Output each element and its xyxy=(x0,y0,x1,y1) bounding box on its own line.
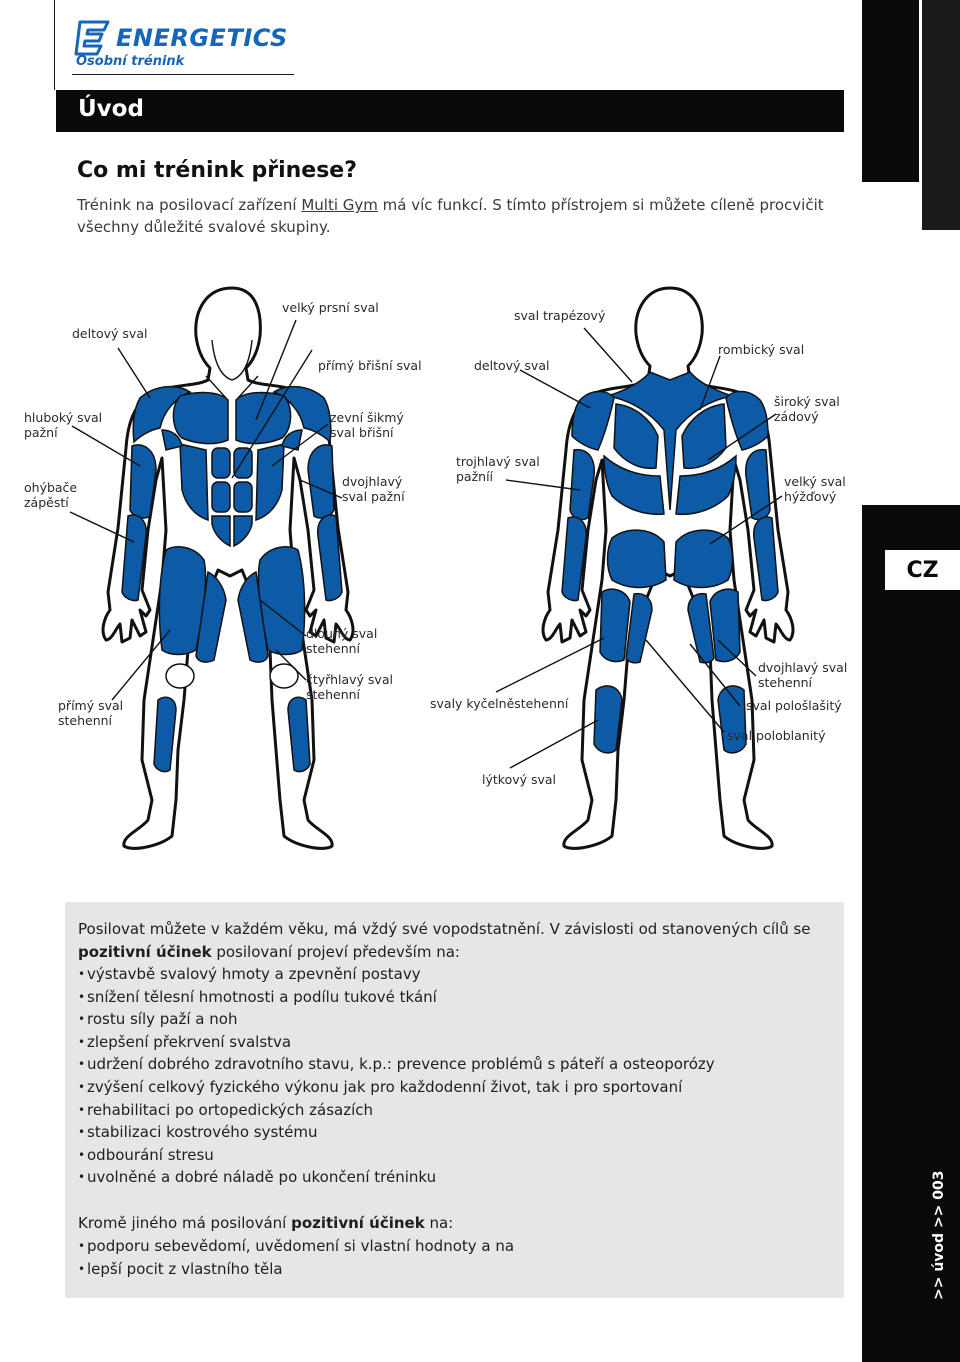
anatomy-illustration xyxy=(0,280,862,880)
benefits-intro-tail: posilovaní projeví především na: xyxy=(211,942,460,961)
right-top-bar xyxy=(862,0,919,182)
label-trojhlavy-line1: trojhlavý sval xyxy=(456,454,540,469)
label-dvojhlavy-steh-line1: dvojhlavý sval xyxy=(758,660,848,675)
list-item: • uvolněné a dobré náladě po ukončení tréninku xyxy=(78,1166,838,1189)
label-hluboky-line1: hluboký sval xyxy=(24,410,103,425)
intro-link-multigym: Multi Gym xyxy=(301,196,378,214)
label-hyzdovy-line1: velký sval xyxy=(784,474,846,489)
label-dlouhy xyxy=(306,626,377,656)
list-item: • stabilizaci kostrového systému xyxy=(78,1121,838,1144)
label-trojhlavy-line2: pažníí xyxy=(456,469,494,484)
label-lytkovy: lýtkový sval xyxy=(482,772,557,787)
label-velky-prsni: velký prsní sval xyxy=(282,300,379,315)
label-poloblanity: sval poloblanitý xyxy=(727,728,826,743)
label-siroky xyxy=(774,394,840,424)
label-pololasity: sval pološlašitý xyxy=(746,698,842,713)
benefits-extra-list xyxy=(78,1235,838,1280)
brand-divider xyxy=(72,74,294,75)
label-zevni-line2: sval břišní xyxy=(330,425,394,440)
label-dvojhlavy-steh xyxy=(758,660,847,690)
label-ctyrhlavy xyxy=(306,672,393,702)
front-body xyxy=(103,288,353,848)
list-item: • výstavbě svalový hmoty a zpevnění postavy xyxy=(78,963,838,986)
page-heading: Co mi trénink přinese? xyxy=(77,158,357,183)
benefits-extra-text: Kromě jiného má posilování xyxy=(78,1214,292,1232)
label-primy-steh xyxy=(58,698,123,728)
page-footer-label: >> úvod >> 003 xyxy=(931,1170,947,1300)
benefits-intro-bold: pozitivní účinek xyxy=(78,942,212,961)
label-hyzdovy-line2: hýžďový xyxy=(784,489,837,504)
label-hluboky-line2: pažní xyxy=(24,425,58,440)
benefits-intro xyxy=(78,918,838,963)
list-item: • udržení dobrého zdravotního stavu, k.p.: prevence problémů s páteří a osteoporózy xyxy=(78,1053,838,1076)
intro-text-before: Trénink na posilovací zařízení xyxy=(77,196,302,214)
section-header xyxy=(56,90,844,132)
label-kycelne: svaly kyčelněstehenní xyxy=(430,696,569,711)
list-item: • odbourání stresu xyxy=(78,1144,838,1167)
list-item: • snížení tělesní hmotnosti a podílu tukové tkání xyxy=(78,986,838,1009)
brand-block xyxy=(72,18,294,78)
label-rombicky: rombický sval xyxy=(718,342,805,357)
label-dvojhlavy-steh-line2: stehenní xyxy=(758,675,813,690)
benefits-panel xyxy=(65,902,844,1298)
benefits-extra-bold: pozitivní účinek xyxy=(291,1214,425,1232)
list-item: • lepší pocit z vlastního těla xyxy=(78,1258,838,1281)
benefits-extra-tail: na: xyxy=(424,1214,454,1232)
list-item: • rehabilitaci po ortopedických zásazích xyxy=(78,1099,838,1122)
label-deltovy-front: deltový sval xyxy=(72,326,148,341)
list-item: • rostu síly paží a noh xyxy=(78,1008,838,1031)
label-trojhlavy xyxy=(456,454,540,484)
label-dvojhlavy-line1: dvojhlavý xyxy=(342,474,403,489)
label-ctyrhlavy-line1: čtyřhlavý sval xyxy=(306,672,393,687)
list-item: • zvýšení celkový fyzického výkonu jak pro každodenní život, tak i pro sportovaní xyxy=(78,1076,838,1099)
label-zevni xyxy=(330,410,404,440)
label-ohybace xyxy=(24,480,77,510)
brand-name: ENERGETICS xyxy=(116,24,288,52)
label-ctyrhlavy-line2: stehenní xyxy=(306,687,361,702)
benefits-list xyxy=(78,963,838,1189)
intro-text-after: má víc funkcí. S tímto přístrojem si můžete cíleně procvičit všechny důležité svalové skupiny. xyxy=(77,196,824,236)
label-siroky-line2: zádový xyxy=(774,409,819,424)
muscle-anatomy-figure xyxy=(0,280,862,880)
intro-paragraph xyxy=(77,194,837,238)
back-body xyxy=(543,288,793,848)
label-siroky-line1: široký sval xyxy=(774,394,840,409)
label-trapezovy: sval trapézový xyxy=(514,308,606,323)
label-ohybace-line2: zápěstí xyxy=(24,495,69,510)
label-dvojhlavy-line2: sval pažní xyxy=(342,489,405,504)
label-hyzdovy xyxy=(784,474,846,504)
label-primy-steh-line1: přímý sval xyxy=(58,698,124,713)
brand-subtitle: Osobní trénink xyxy=(76,54,185,69)
section-title: Úvod xyxy=(78,96,144,122)
label-dlouhy-line2: stehenní xyxy=(306,641,361,656)
label-ohybace-line1: ohýbače xyxy=(24,480,78,495)
brand-vertical-divider xyxy=(54,0,55,90)
label-primy-bris: přímý břišní sval xyxy=(318,358,422,373)
list-item: • zlepšení překrvení svalstva xyxy=(78,1031,838,1054)
benefits-intro-text: Posilovat můžete v každém věku, má vždý své vopodstatnění. V závislosti od stanovených cílů se xyxy=(78,920,811,938)
label-dvojhlavy xyxy=(342,474,405,504)
list-item: • podporu sebevědomí, uvědomení si vlastní hodnoty a na xyxy=(78,1235,838,1258)
label-hluboky xyxy=(24,410,102,440)
energetics-e-logo-icon xyxy=(74,20,112,56)
benefits-extra-intro xyxy=(78,1212,838,1235)
label-zevni-line1: zevní šikmý xyxy=(330,410,404,425)
label-deltovy-back: deltový sval xyxy=(474,358,550,373)
label-primy-steh-line2: stehenní xyxy=(58,713,113,728)
language-badge: CZ xyxy=(885,550,960,590)
right-corner-bar xyxy=(922,0,960,230)
label-dlouhy-line1: dlouhý sval xyxy=(306,626,378,641)
